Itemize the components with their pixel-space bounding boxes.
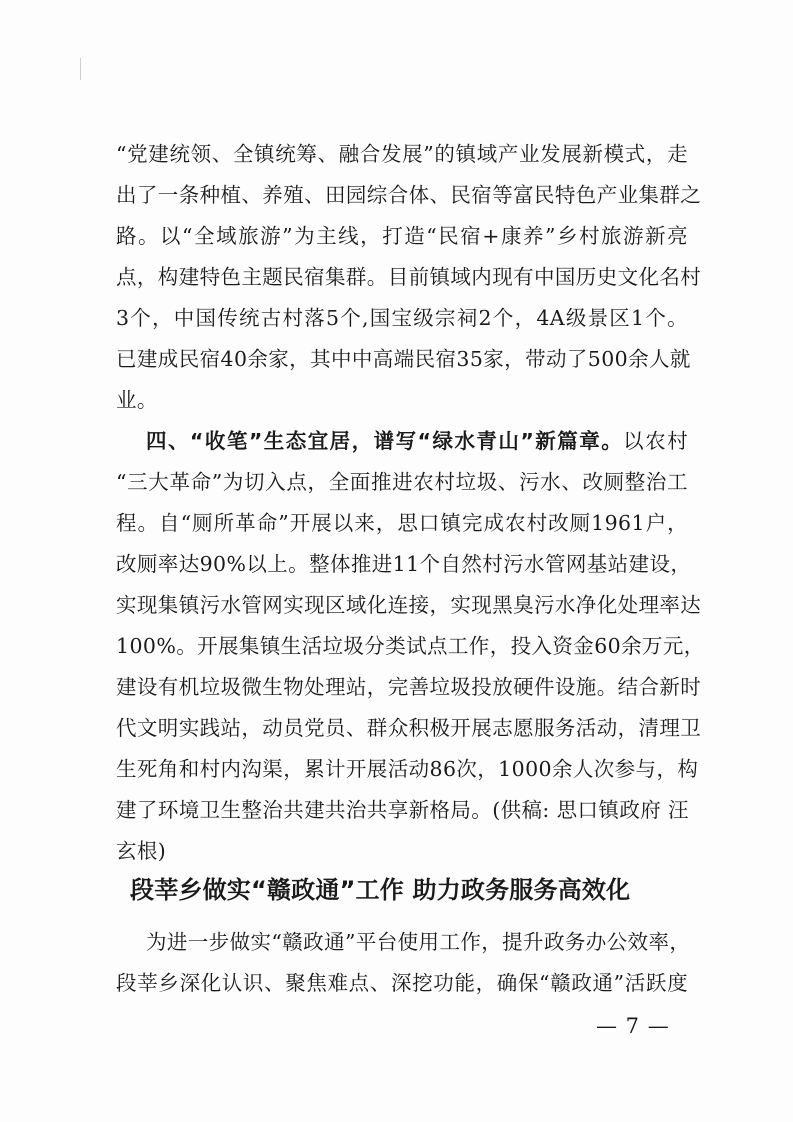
text-line: 已建成民宿40余家，其中中高端民宿35家，带动了500余人就 — [116, 347, 691, 371]
text-line: 建设有机垃圾微生物处理站，完善垃圾投放硬件设施。结合新时 — [116, 675, 702, 699]
text-line: 建了环境卫生整治共建共治共享新格局。(供稿: 思口镇政府 汪 — [116, 798, 689, 822]
text-line: 出了一条种植、养殖、田园综合体、民宿等富民特色产业集群之 — [116, 183, 702, 207]
section-lead-line — [146, 427, 688, 455]
text-line: “三大革命”为切入点，全面推进农村垃圾、污水、改厕整治工 — [116, 470, 688, 494]
text-line: 程。自“厕所革命”开展以来，思口镇完成农村改厕1961户， — [116, 511, 688, 535]
text-line: 100%。开展集镇生活垃圾分类试点工作，投入资金60余万元， — [116, 634, 705, 658]
text-line: “党建统领、全镇统筹、融合发展”的镇域产业发展新模式，走 — [116, 142, 688, 166]
text-line: 点，构建特色主题民宿集群。目前镇域内现有中国历史文化名村 — [116, 265, 702, 289]
text-line: 段莘乡深化认识、聚焦难点、深挖功能，确保“赣政通”活跃度 — [116, 971, 688, 995]
text-line: 路。以“全域旅游”为主线，打造“民宿+康养”乡村旅游新亮 — [116, 224, 688, 248]
text-line: 为进一步做实“赣政通”平台使用工作，提升政务办公效率， — [146, 930, 691, 954]
section-heading: 四、“收笔”生态宜居，谱写“绿水青山”新篇章。 — [146, 429, 624, 453]
article-title: 段莘乡做实“赣政通”工作 助力政务服务高效化 — [130, 876, 631, 904]
section-lead-tail: 以农村 — [623, 429, 689, 453]
text-line: 生死角和村内沟渠，累计开展活动86次，1000余人次参与，构 — [116, 757, 699, 781]
text-line: 代文明实践站，动员党员、群众积极开展志愿服务活动，清理卫 — [116, 716, 702, 740]
text-line: 3个，中国传统古村落5个,国宝级宗祠2个，4A级景区1个。 — [116, 306, 688, 330]
text-line: 玄根) — [116, 839, 167, 863]
margin-mark — [80, 58, 81, 80]
text-line: 实现集镇污水管网实现区域化连接，实现黑臭污水净化处理率达 — [116, 593, 702, 617]
text-line: 业。 — [116, 388, 158, 412]
page-number: — 7 — — [596, 1014, 670, 1038]
text-line: 改厕率达90%以上。整体推进11个自然村污水管网基站建设， — [116, 552, 692, 576]
